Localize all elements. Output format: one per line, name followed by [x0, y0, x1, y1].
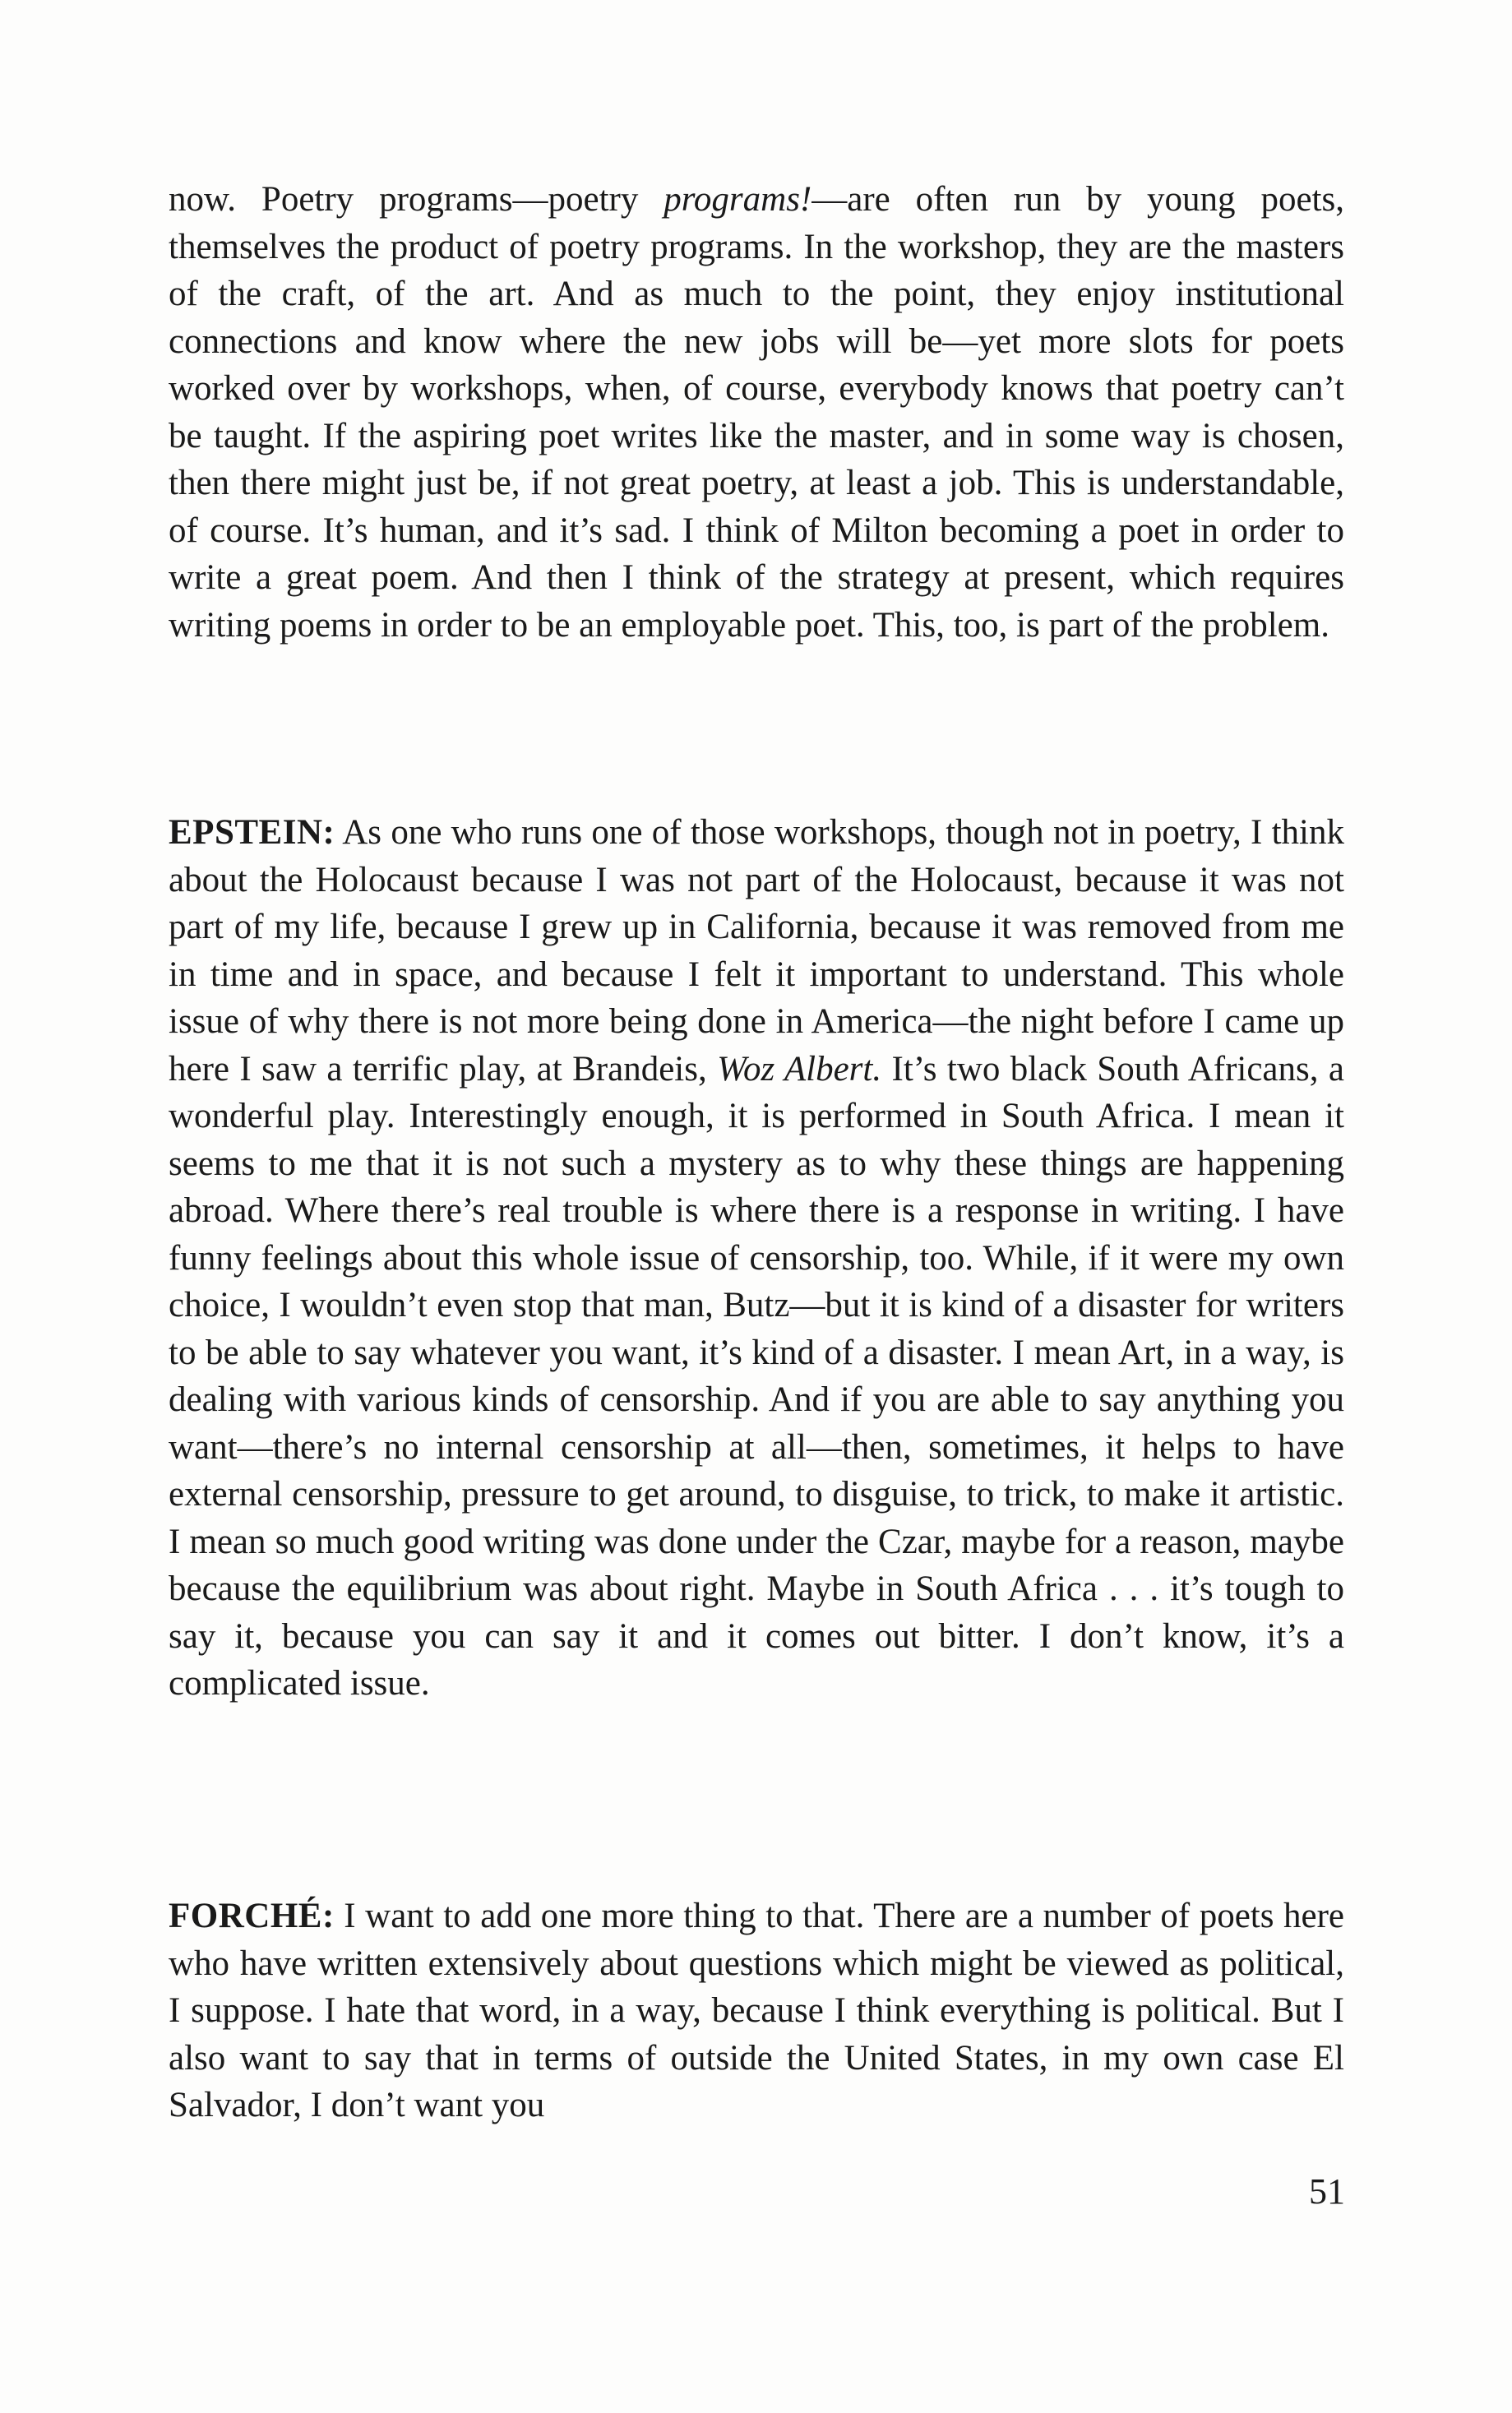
paragraph-text: It’s two black South Africans, a wonderful play. Interestingly enough, it is performed in South Africa. I mean it seems to me that it is not such a mystery as to why these things are happening abroad. Where there’s real trouble is where there is a response in writing. I have funny feelings about this whole issue of censorship, too. While, if it were my own choice, I wouldn’t even stop that man, Butz—but it is kind of a disaster for writers to be able to say whatever you want, it’s kind of a disaster. I mean Art, in a way, is dealing with various kinds of censorship. And if you are able to say anything you want—there’s no internal censorship at all—then, sometimes, it helps to have external censorship, pressure to get around, to disguise, to trick, to make it artistic. I mean so much good writing was done under the Czar, maybe for a reason, maybe because the equilibrium was about right. Maybe in South Africa . . . it’s tough to say it, because you can say it and it comes out bitter. I don’t know, it’s a complicated issue.	[169, 1049, 1344, 1703]
paragraph-text: I want to add one more thing to that. There are a number of poets here who have written extensively about questions which might be viewed as political, I suppose. I hate that word, in a way, because I think everything is political. But I also want to say that in terms of outside the United States, in my own case El Salvador, I don’t want you	[169, 1897, 1344, 2124]
page-number: 51	[1309, 2171, 1345, 2212]
emphasis-text: programs!	[664, 180, 812, 219]
paragraph-text: —are often run by young poets, themselves the product of poetry programs. In the workshop, they are the masters of the craft, of the art. And as much to the point, they enjoy institutional connections and know where the new jobs will be—yet more slots for poets worked over by workshops, when, of course, everybody knows that poetry can’t be taught. If the aspiring poet writes like the master, and in some way is chosen, then there might just be, if not great poetry, at least a job. This is understandable, of course. It’s human, and it’s sad. I think of Milton becoming a poet in order to write a great poem. And then I think of the strategy at present, which requires writing poems in order to be an employable poet. This, too, is part of the problem.	[169, 180, 1344, 645]
play-title: Woz Albert.	[717, 1049, 882, 1089]
paragraph-poetry-programs	[169, 176, 1344, 649]
paragraph-text: now. Poetry programs—poetry	[169, 180, 664, 219]
paragraph-epstein	[169, 809, 1344, 1708]
speaker-name: EPSTEIN:	[169, 813, 335, 852]
paragraph-text: As one who runs one of those workshops, though not in poetry, I think about the Holocaust because I was not part of the Holocaust, because it was not part of my life, because I grew up in California, because it was removed from me in time and in space, and because I felt it important to understand. This whole issue of why there is not more being done in America—the night before I came up here I saw a terrific play, at Brandeis,	[169, 813, 1344, 1089]
speaker-name: FORCHÉ:	[169, 1897, 335, 1935]
paragraph-forche	[169, 1893, 1344, 2129]
